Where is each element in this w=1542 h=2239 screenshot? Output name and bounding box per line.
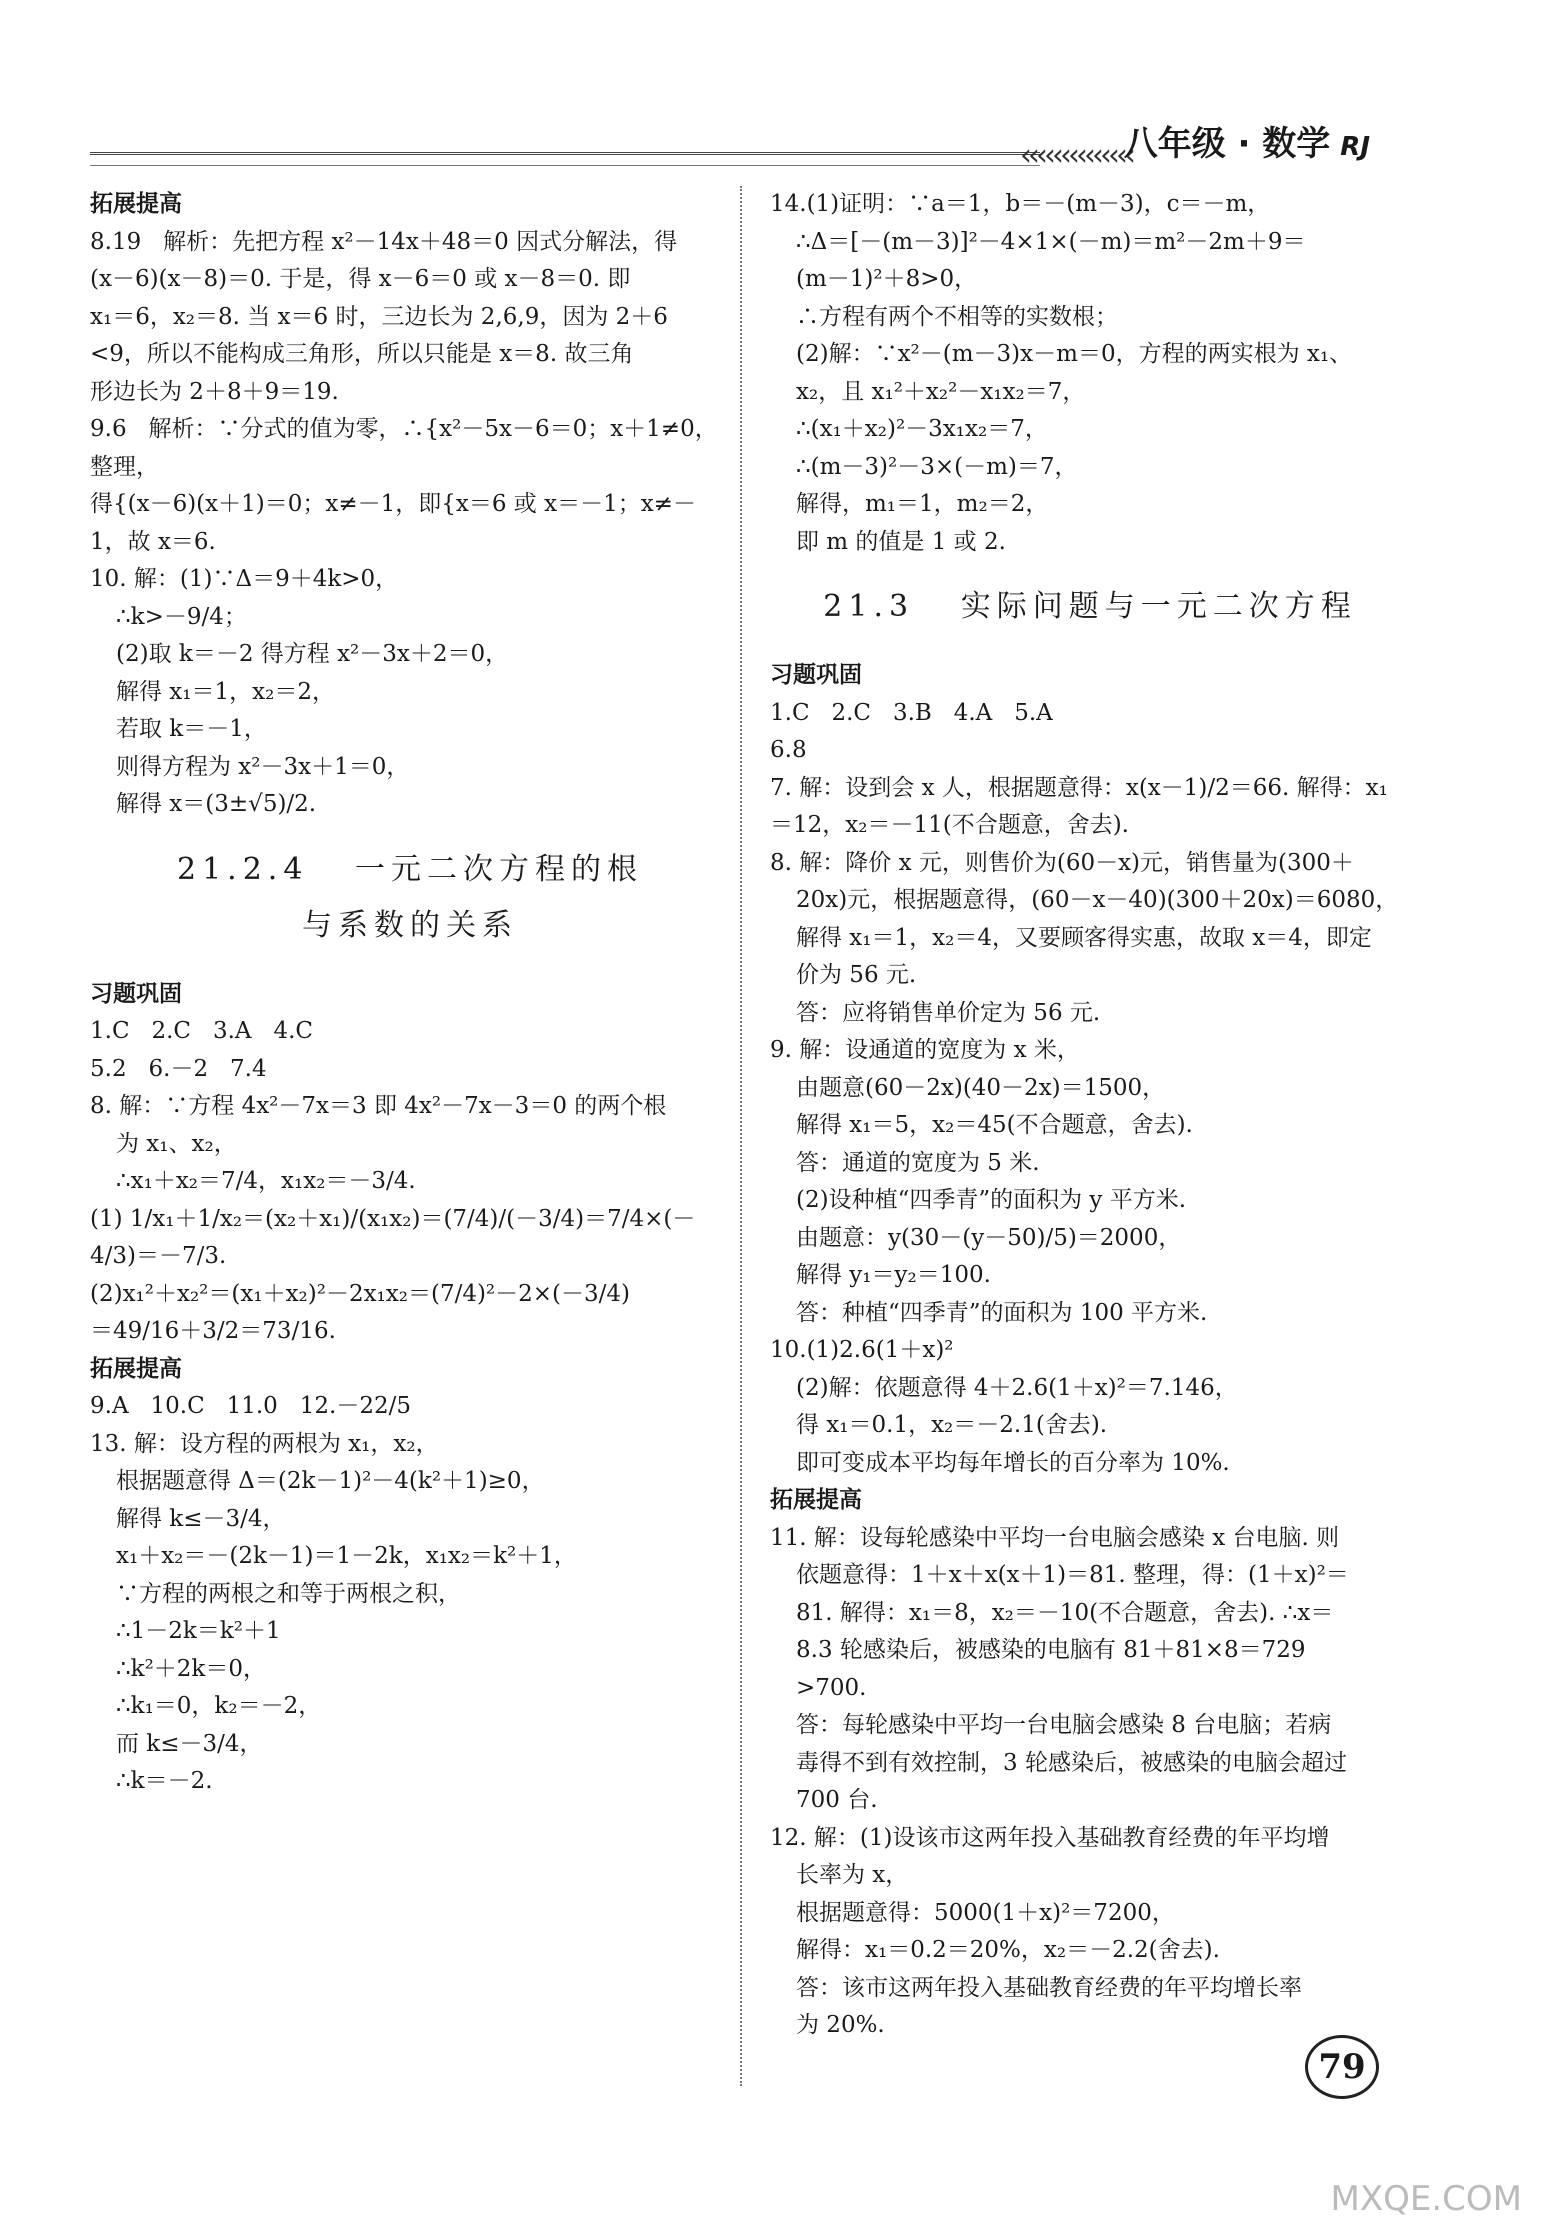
text-line: 答：每轮感染中平均一台电脑会感染 8 台电脑；若病: [796, 1712, 1332, 1738]
text-line: 解得 x＝(3±√5)/2.: [116, 791, 317, 817]
page-header: [90, 108, 1410, 173]
header-brand: RJ: [1340, 132, 1370, 162]
text-line: 根据题意得 Δ＝(2k－1)²－4(k²＋1)≥0，: [116, 1468, 545, 1494]
text-line: x₁＝6，x₂＝8. 当 x＝6 时，三边长为 2,6,9，因为 2＋6: [90, 303, 668, 330]
text-line: 10. 解：(1)∵Δ＝9＋4k>0，: [90, 566, 399, 592]
text-line: 1.C 2.C 3.B 4.A 5.A: [770, 699, 1053, 726]
text-line: 8.3 轮感染后，被感染的电脑有 81＋81×8＝729: [796, 1637, 1306, 1663]
text-line: ∴(m－3)²－3×(－m)＝7，: [796, 453, 1078, 480]
text-line: ∴Δ＝[－(m－3)]²－4×1×(－m)＝m²－2m＋9＝: [796, 228, 1306, 255]
text-line: ∴k＝－2.: [116, 1768, 213, 1794]
text-line: >700.: [796, 1674, 867, 1701]
text-line: (2)解：依题意得 4＋2.6(1＋x)²＝7.146，: [796, 1374, 1238, 1401]
text-line: 由题意：y(30－(y－50)/5)＝2000，: [796, 1224, 1182, 1251]
text-line: (2)取 k＝－2 得方程 x²－3x＋2＝0，: [116, 641, 509, 667]
text-line: ∴方程有两个不相等的实数根；: [796, 303, 1118, 330]
text-line: 依题意得：1＋x＋x(x＋1)＝81. 整理，得：(1＋x)²＝: [796, 1562, 1349, 1588]
text-line: 81. 解得：x₁＝8，x₂＝－10(不合题意，舍去). ∴x＝: [796, 1599, 1334, 1626]
header-rule: [90, 152, 1040, 166]
text-line: 即 m 的值是 1 或 2.: [796, 528, 1006, 555]
section-heading: 拓展提高: [770, 1487, 862, 1513]
section-heading: 拓展提高: [90, 191, 182, 217]
text-line: 若取 k＝－1，: [116, 716, 267, 742]
text-line: 13. 解：设方程的两根为 x₁，x₂，: [90, 1430, 439, 1457]
text-line: 长率为 x，: [796, 1862, 909, 1888]
text-line: 6.8: [770, 737, 807, 763]
text-line: (m－1)²＋8>0，: [796, 266, 978, 292]
text-line: 由题意(60－2x)(40－2x)＝1500，: [796, 1074, 1166, 1101]
text-line: 而 k≤－3/4，: [116, 1730, 263, 1757]
text-line: 毒得不到有效控制，3 轮感染后，被感染的电脑会超过: [796, 1749, 1347, 1776]
text-line: 根据题意得：5000(1＋x)²＝7200，: [796, 1899, 1175, 1926]
text-line: 8. 解：∵方程 4x²－7x＝3 即 4x²－7x－3＝0 的两个根: [90, 1093, 667, 1119]
text-line: 11. 解：设每轮感染中平均一台电脑会感染 x 台电脑. 则: [770, 1524, 1340, 1551]
text-line: (1) 1/x₁＋1/x₂＝(x₂＋x₁)/(x₁x₂)＝(7/4)/(－3/4)＝7/4×(－4/3)＝－7/3.: [90, 1205, 696, 1269]
text-line: 价为 56 元.: [796, 962, 917, 988]
text-line: 20x)元，根据题意得，(60－x－40)(300＋20x)＝6080，: [796, 887, 1399, 913]
text-line: 1.C 2.C 3.A 4.C: [90, 1018, 313, 1044]
text-line: x₂，且 x₁²＋x₂²－x₁x₂＝7，: [796, 378, 1086, 405]
text-line: 得 x₁＝0.1，x₂＝－2.1(舍去).: [796, 1412, 1108, 1438]
text-line: 10.(1)2.6(1＋x)²: [770, 1337, 954, 1363]
text-line: 8. 解：降价 x 元，则售价为(60－x)元，销售量为(300＋: [770, 849, 1354, 876]
text-line: ∴k²＋2k＝0，: [116, 1655, 266, 1682]
text-line: 解得 x₁＝1，x₂＝2，: [116, 678, 335, 705]
header-subject: 八年级 · 数学: [1123, 124, 1331, 164]
text-line: (x－6)(x－8)＝0. 于是，得 x－6＝0 或 x－8＝0. 即: [90, 266, 631, 292]
text-line: (2)解：∵x²－(m－3)x－m＝0，方程的两实根为 x₁、: [796, 341, 1353, 367]
text-line: 答：通道的宽度为 5 米.: [796, 1149, 1040, 1176]
text-line: 答：应将销售单价定为 56 元.: [796, 999, 1101, 1026]
text-line: ∴k₁＝0，k₂＝－2，: [116, 1693, 322, 1719]
text-line: 解得 k≤－3/4，: [116, 1505, 286, 1532]
text-line: 8.19 解析：先把方程 x²－14x＋48＝0 因式分解法，得: [90, 228, 678, 255]
chapter-title: 21.3 实际问题与一元二次方程: [823, 589, 1357, 624]
text-line: x₁＋x₂＝－(2k－1)＝1－2k，x₁x₂＝k²＋1，: [116, 1543, 577, 1569]
section-heading: 拓展提高: [90, 1355, 182, 1382]
text-line: (2)x₁²＋x₂²＝(x₁＋x₂)²－2x₁x₂＝(7/4)²－2×(－3/4): [90, 1280, 631, 1307]
text-line: 为 x₁、x₂，: [116, 1130, 237, 1157]
chapter-title: 21.2.4 一元二次方程的根 与系数的关系: [176, 851, 644, 943]
text-line: 得{(x－6)(x＋1)＝0；x≠－1，即{x＝6 或 x＝－1；x≠－1，故 x＝6.: [90, 491, 696, 555]
text-line: ∵方程的两根之和等于两根之积，: [116, 1580, 461, 1607]
text-line: 解得：x₁＝0.2＝20%，x₂＝－2.2(舍去).: [796, 1937, 1220, 1963]
text-line: 答：该市这两年投入基础教育经费的年平均增长率: [796, 1974, 1302, 2001]
text-line: 9.6 解析：∵分式的值为零，∴{x²－5x－6＝0；x＋1≠0，整理，: [90, 416, 718, 480]
section-heading: 习题巩固: [90, 980, 182, 1007]
text-line: 700 台.: [796, 1787, 878, 1813]
page-number: 79: [1305, 2035, 1379, 2099]
text-line: ∴(x₁＋x₂)²－3x₁x₂＝7，: [796, 416, 1048, 442]
text-line: 解得 y₁＝y₂＝100.: [796, 1262, 991, 1288]
text-line: 12. 解：(1)设该市这两年投入基础教育经费的年平均增: [770, 1824, 1330, 1851]
chevron-decoration-icon: ‹‹‹‹‹‹‹‹‹‹‹‹‹‹: [1020, 138, 1132, 173]
header-title: [1124, 116, 1370, 165]
text-line: 则得方程为 x²－3x＋1＝0，: [116, 753, 410, 780]
text-line: ＝12，x₂＝－11(不合题意，舍去).: [770, 812, 1129, 838]
text-line: 解得 x₁＝5，x₂＝45(不合题意，舍去).: [796, 1112, 1193, 1138]
watermark-logo: MXQE.COM: [1330, 2179, 1522, 2219]
text-line: 解得 x₁＝1，x₂＝4，又要顾客得实惠，故取 x＝4，即定: [796, 924, 1372, 951]
text-line: 9.A 10.C 11.0 12.－22/5: [90, 1393, 411, 1419]
left-column: [90, 186, 730, 1801]
text-line: ＝49/16＋3/2＝73/16.: [90, 1318, 336, 1344]
column-divider: [740, 186, 742, 2086]
text-line: 14.(1)证明：∵a＝1，b＝－(m－3)，c＝－m，: [770, 191, 1271, 217]
section-heading: 习题巩固: [770, 662, 862, 688]
text-line: 形边长为 2＋8＋9＝19.: [90, 378, 339, 405]
right-column: [770, 186, 1410, 2045]
text-line: 即可变成本平均每年增长的百分率为 10%.: [796, 1449, 1230, 1476]
text-line: ∴k>－9/4；: [116, 603, 247, 630]
text-line: 答：种植“四季青”的面积为 100 平方米.: [796, 1299, 1208, 1326]
text-line: (2)设种植“四季青”的面积为 y 平方米.: [796, 1187, 1187, 1213]
text-line: ∴x₁＋x₂＝7/4，x₁x₂＝－3/4.: [116, 1168, 416, 1194]
text-line: 5.2 6.－2 7.4: [90, 1055, 267, 1082]
text-line: 7. 解：设到会 x 人，根据题意得：x(x－1)/2＝66. 解得：x₁: [770, 774, 1388, 801]
text-line: 9. 解：设通道的宽度为 x 米，: [770, 1037, 1080, 1063]
text-line: <9，所以不能构成三角形，所以只能是 x＝8. 故三角: [90, 341, 634, 367]
text-line: 为 20%.: [796, 2012, 885, 2038]
text-line: 解得，m₁＝1，m₂＝2，: [796, 491, 1049, 517]
text-line: ∴1－2k＝k²＋1: [116, 1618, 281, 1644]
